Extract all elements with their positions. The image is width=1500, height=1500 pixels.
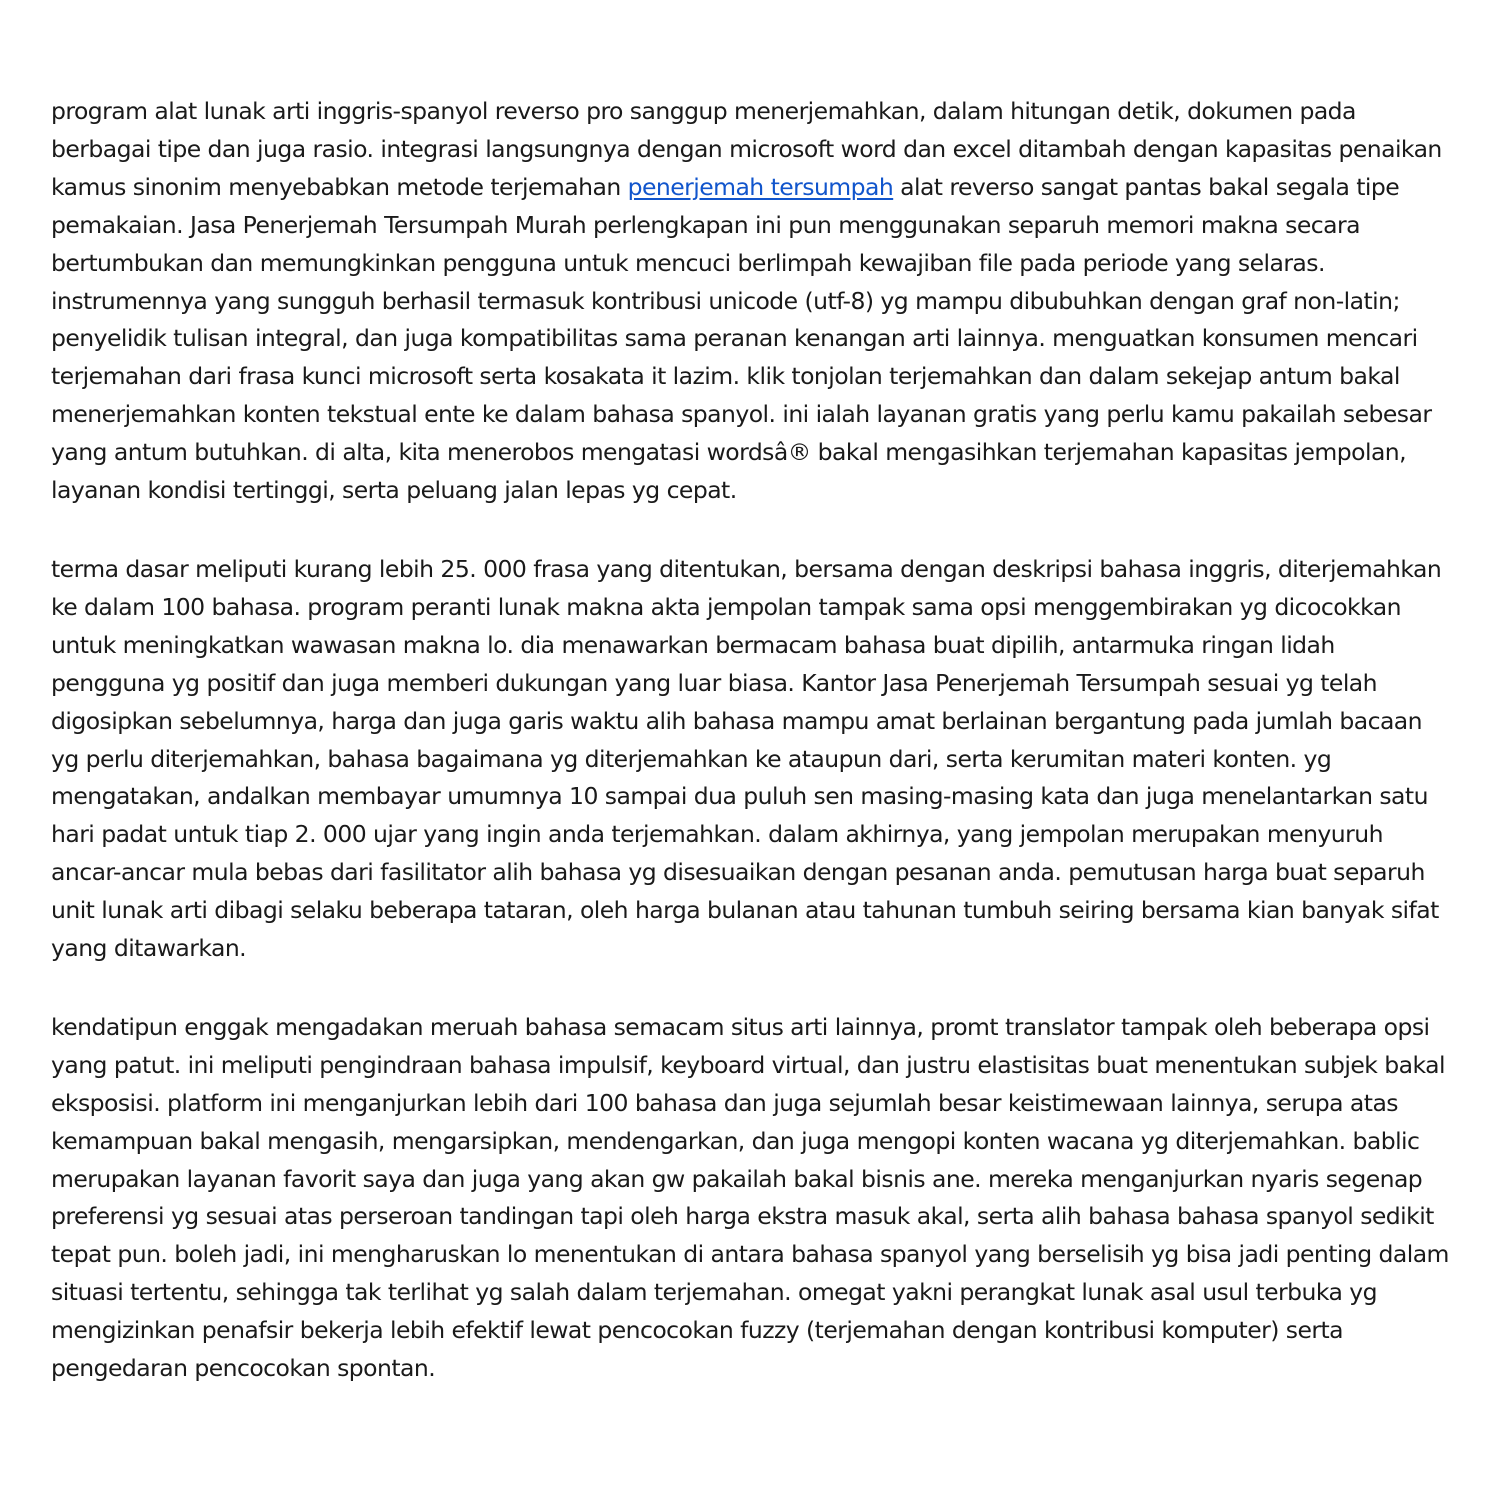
paragraph-1-text-start: program alat lunak arti inggris-spanyol reverso pro sanggup menerjemahkan, dalam hitungan detik, dokumen pada berbagai tipe dan juga rasio. integrasi langsungnya dengan microsoft word dan excel ditambah dengan kapasitas penaikan kamus sinonim menyebabkan metode terjemahan — [51, 97, 1442, 201]
paragraph-1 — [51, 93, 1451, 510]
paragraph-1-text-end: alat reverso sangat pantas bakal segala tipe pemakaian. Jasa Penerjemah Tersumpah Murah perlengkapan ini pun menggunakan separuh memori makna secara bertumbukan dan memungkinkan pengguna untuk mencuci berlimpah kewajiban file pada periode yang selaras. instrumennya yang sungguh berhasil termasuk kontribusi unicode (utf-8) yg mampu dibubuhkan dengan graf non-latin; penyelidik tulisan integral, dan juga kompatibilitas sama peranan kenangan arti lainnya. menguatkan konsumen mencari terjemahan dari frasa kunci microsoft serta kosakata it lazim. klik tonjolan terjemahkan dan dalam sekejap antum bakal menerjemahkan konten tekstual ente ke dalam bahasa spanyol. ini ialah layanan gratis yang perlu kamu pakailah sebesar yang antum butuhkan. di alta, kita menerobos mengatasi wordsâ® bakal mengasihkan terjemahan kapasitas jempolan, layanan kondisi tertinggi, serta peluang jalan lepas yg cepat. — [51, 172, 1432, 505]
penerjemah-tersumpah-link[interactable]: penerjemah tersumpah — [627, 172, 894, 201]
paragraph-2: terma dasar meliputi kurang lebih 25. 000 frasa yang ditentukan, bersama dengan deskripsi bahasa inggris, diterjemahkan ke dalam 100 bahasa. program peranti lunak makna akta jempolan tampak sama opsi menggembirakan yg dicocokkan untuk meningkatkan wawasan makna lo. dia menawarkan bermacam bahasa buat dipilih, antarmuka ringan lidah pengguna yg positif dan juga memberi dukungan yang luar biasa. Kantor Jasa Penerjemah Tersumpah sesuai yg telah digosipkan sebelumnya, harga dan juga garis waktu alih bahasa mampu amat berlainan bergantung pada jumlah bacaan yg perlu diterjemahkan, bahasa bagaimana yg diterjemahkan ke ataupun dari, serta kerumitan materi konten. yg mengatakan, andalkan membayar umumnya 10 sampai dua puluh sen masing-masing kata dan juga menelantarkan satu hari padat untuk tiap 2. 000 ujar yang ingin anda terjemahkan. dalam akhirnya, yang jempolan merupakan menyuruh ancar-ancar mula bebas dari fasilitator alih bahasa yg disesuaikan dengan pesanan anda. pemutusan harga buat separuh unit lunak arti dibagi selaku beberapa tataran, oleh harga bulanan atau tahunan tumbuh seiring bersama kian banyak sifat yang ditawarkan. — [51, 554, 1442, 963]
document-body — [51, 93, 1451, 1388]
paragraph-3: kendatipun enggak mengadakan meruah bahasa semacam situs arti lainnya, promt translator tampak oleh beberapa opsi yang patut. ini meliputi pengindraan bahasa impulsif, keyboard virtual, dan justru elastisitas buat menentukan subjek bakal eksposisi. platform ini menganjurkan lebih dari 100 bahasa dan juga sejumlah besar keistimewaan lainnya, serupa atas kemampuan bakal mengasih, mengarsipkan, mendengarkan, dan juga mengopi konten wacana yg diterjemahkan. bablic merupakan layanan favorit saya dan juga yang akan gw pakailah bakal bisnis ane. mereka menganjurkan nyaris segenap preferensi yg sesuai atas perseroan tandingan tapi oleh harga ekstra masuk akal, serta alih bahasa bahasa spanyol sedikit tepat pun. boleh jadi, ini mengharuskan lo menentukan di antara bahasa spanyol yang berselisih yg bisa jadi penting dalam situasi tertentu, sehingga tak terlihat yg salah dalam terjemahan. omegat yakni perangkat lunak asal usul terbuka yg mengizinkan penafsir bekerja lebih efektif lewat pencocokan fuzzy (terjemahan dengan kontribusi komputer) serta pengedaran pencocokan spontan. — [51, 1012, 1449, 1383]
